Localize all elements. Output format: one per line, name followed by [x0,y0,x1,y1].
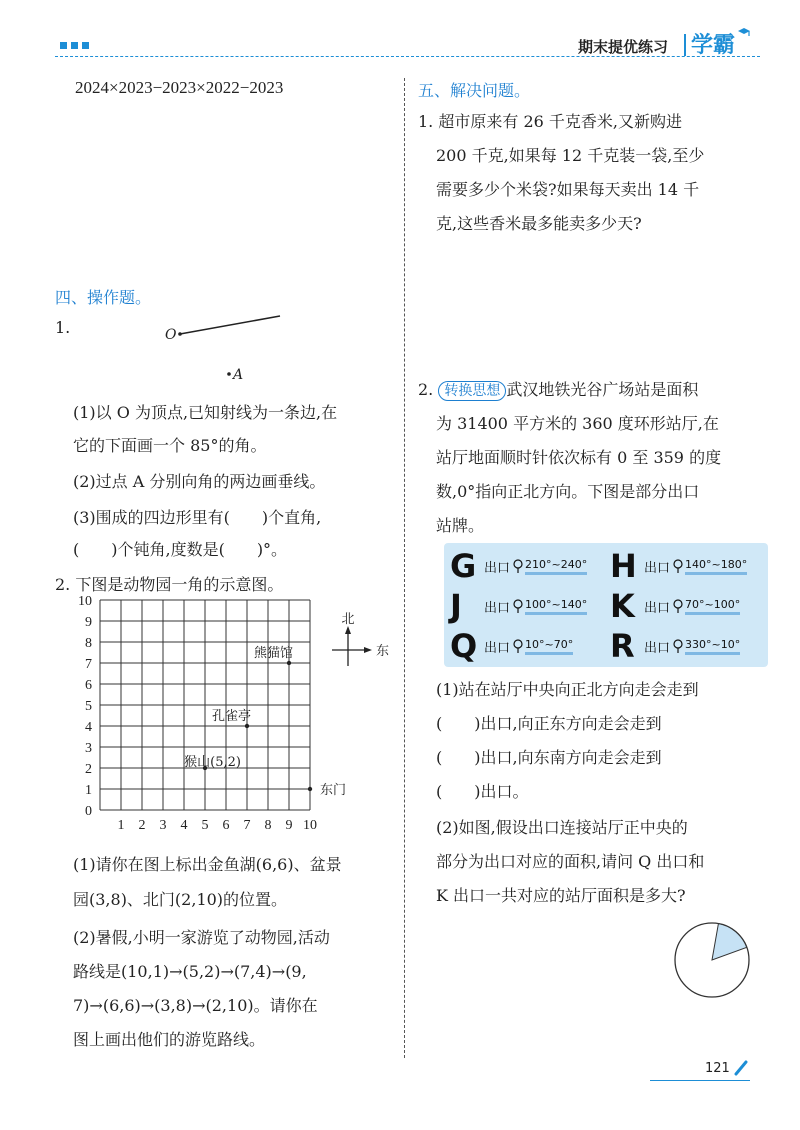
page-number: 121 [705,1061,730,1076]
label-a: A [233,367,244,383]
exit-degree-range: 100°~140° [525,598,587,615]
pie-sector [712,924,747,960]
exit-label: 出口 [484,560,511,576]
header-title: 期末提优练习 [578,38,669,56]
exit-label: 出口 [644,560,671,576]
location-pin-icon [673,559,683,573]
exit-letter: J [450,587,462,625]
r-q1-line4: 克,这些香米最多能卖多少天? [436,214,642,233]
y-tick-label: 2 [85,762,92,777]
r-q2-part2c: K 出口一共对应的站厅面积是多大? [436,886,686,905]
footer-line [650,1080,750,1081]
exit-sign-h [610,547,765,585]
q2-part1: (1)请你在图上标出金鱼湖(6,6)、盆景 [73,855,342,874]
r-q2-line4: 数,0°指向正北方向。下图是部分出口 [436,482,700,501]
header-line [55,56,760,57]
exit-degree-range: 140°~180° [685,558,747,575]
r-q1-line1: 1. 超市原来有 26 千克香米,又新购进 [418,112,682,131]
page-header [0,0,800,70]
exit-sign-j [450,587,605,625]
r-q1-line2: 200 千克,如果每 12 千克装一袋,至少 [436,146,705,165]
x-tick-label: 10 [303,818,317,833]
calc-expression: 2024×2023−2023×2022−2023 [75,78,284,97]
x-tick-label: 6 [222,818,230,833]
x-tick-label: 2 [138,818,146,833]
location-pin-icon [673,599,683,613]
q2-part2: (2)暑假,小明一家游览了动物园,活动 [73,928,330,947]
exit-degree-range: 330°~10° [685,638,740,655]
header-brand-logo: 学霸 [691,33,736,58]
exit-sign-r [610,627,765,665]
r-q2-line1 [418,380,698,401]
exit-letter: K [610,587,635,625]
x-tick-label: 4 [180,818,188,833]
hall-pie-diagram [670,918,754,1002]
r-q2-number: 2. [418,380,434,399]
exit-sign-board [444,543,768,667]
point-a [227,372,231,376]
exit-letter: Q [450,627,478,665]
exit-label: 出口 [484,600,511,616]
exit-degree-range: 10°~70° [525,638,573,655]
y-tick-label: 0 [85,804,92,819]
ray-figure [160,310,290,385]
exit-degree-range: 70°~100° [685,598,740,615]
x-tick-label: 3 [159,818,167,833]
question-2-title: 2. 下图是动物园一角的示意图。 [55,575,284,594]
exit-label: 出口 [644,600,671,616]
compass-north-label: 北 [341,612,355,627]
location-pin-icon [513,599,523,613]
y-tick-label: 5 [85,699,92,714]
place-point [245,724,249,728]
exit-letter: G [450,547,477,585]
q1-part2: (2)过点 A 分别向角的两边画垂线。 [73,472,326,491]
header-separator [684,34,686,56]
exit-sign-g [450,547,605,585]
header-squares [60,42,89,49]
r-q2-line3: 站厅地面顺时针依次标有 0 至 359 的度 [436,448,722,467]
y-tick-label: 4 [85,720,92,735]
exit-letter: H [610,547,637,585]
x-tick-label: 5 [201,818,209,833]
q1-part3: (3)围成的四边形里有( )个直角, [73,508,322,527]
location-pin-icon [673,639,683,653]
place-label: 熊猫馆 [253,646,293,661]
exit-degree-range: 210°~240° [525,558,587,575]
r-q2-line5: 站牌。 [436,516,485,535]
question-1-number: 1. [55,318,71,337]
y-tick-label: 10 [78,594,92,609]
y-tick-label: 6 [85,678,92,693]
q2-part2-cont3: 图上画出他们的游览路线。 [73,1030,266,1049]
x-tick-label: 1 [117,818,125,833]
north-arrow-icon [345,626,351,634]
x-tick-label: 8 [264,818,272,833]
point-o [178,332,182,336]
y-tick-label: 3 [85,741,92,756]
r-q2-part2b: 部分为出口对应的面积,请问 Q 出口和 [436,852,705,871]
q1-part1: (1)以 O 为顶点,已知射线为一条边,在 [73,403,338,422]
east-arrow-icon [364,647,372,653]
graduation-cap-icon [738,26,750,38]
section-5-title: 五、解决问题。 [418,81,531,100]
x-tick-label: 7 [243,818,251,833]
label-o: O [165,327,177,343]
r-q2-line1-text: 武汉地铁光谷广场站是面积 [506,380,699,399]
location-pin-icon [513,639,523,653]
q2-part1-cont: 园(3,8)、北门(2,10)的位置。 [73,890,288,909]
exit-letter: R [610,627,635,665]
y-tick-label: 7 [85,657,92,672]
place-label: 东门 [320,783,347,798]
pencil-icon [734,1060,748,1076]
y-tick-label: 8 [85,636,92,651]
exit-sign-k [610,587,765,625]
r-q1-line3: 需要多少个米袋?如果每天卖出 14 千 [436,180,700,199]
q1-part3-cont: ( )个钝角,度数是( )°。 [73,540,288,559]
r-q2-part2a: (2)如图,假设出口连接站厅正中央的 [436,818,688,837]
r-q2-part1a: (1)站在站厅中央向正北方向走会走到 [436,680,699,699]
y-tick-label: 1 [85,783,92,798]
ray-line [180,316,280,334]
q2-part2-cont2: 7)→(6,6)→(3,8)→(2,10)。请你在 [73,996,318,1015]
method-tag: 转换思想 [438,381,506,401]
place-point [308,787,312,791]
y-tick-label: 9 [85,615,92,630]
r-q2-part1d: ( )出口。 [436,782,529,801]
section-4-title: 四、操作题。 [55,288,152,307]
place-label: 孔雀亭 [211,709,251,724]
zoo-coordinate-grid [55,594,400,840]
exit-label: 出口 [644,640,671,656]
r-q2-part1c: ( )出口,向东南方向走会走到 [436,748,662,767]
location-pin-icon [513,559,523,573]
place-point [287,661,291,665]
compass-east-label: 东 [376,644,390,659]
r-q2-part1b: ( )出口,向正东方向走会走到 [436,714,662,733]
place-label: 猴山(5,2) [184,755,241,770]
q1-part1-cont: 它的下面画一个 85°的角。 [73,436,267,455]
exit-label: 出口 [484,640,511,656]
x-tick-label: 9 [285,818,293,833]
r-q2-line2: 为 31400 平方米的 360 度环形站厅,在 [436,414,719,433]
q2-part2-cont1: 路线是(10,1)→(5,2)→(7,4)→(9, [73,962,307,981]
column-divider [404,78,405,1058]
exit-sign-q [450,627,605,665]
